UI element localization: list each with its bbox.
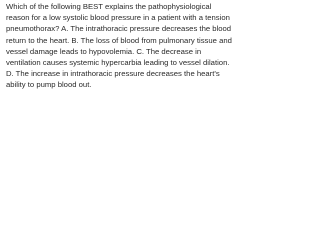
question-text: Which of the following BEST explains the pathophysiological reason for a low systolic blood pressure in a patient with a tension pneumothorax? A. The intrathoracic pressure decreases the blood return to the heart. B. The loss of blood from pulmonary tissue and vessel damage leads to hypovolemia. C. The decrease in ventilation causes systemic hypercarbia leading to vessel dilation. D. The increase in intrathoracic pressure decreases the heart's ability to pump blood out. [6, 2, 232, 90]
